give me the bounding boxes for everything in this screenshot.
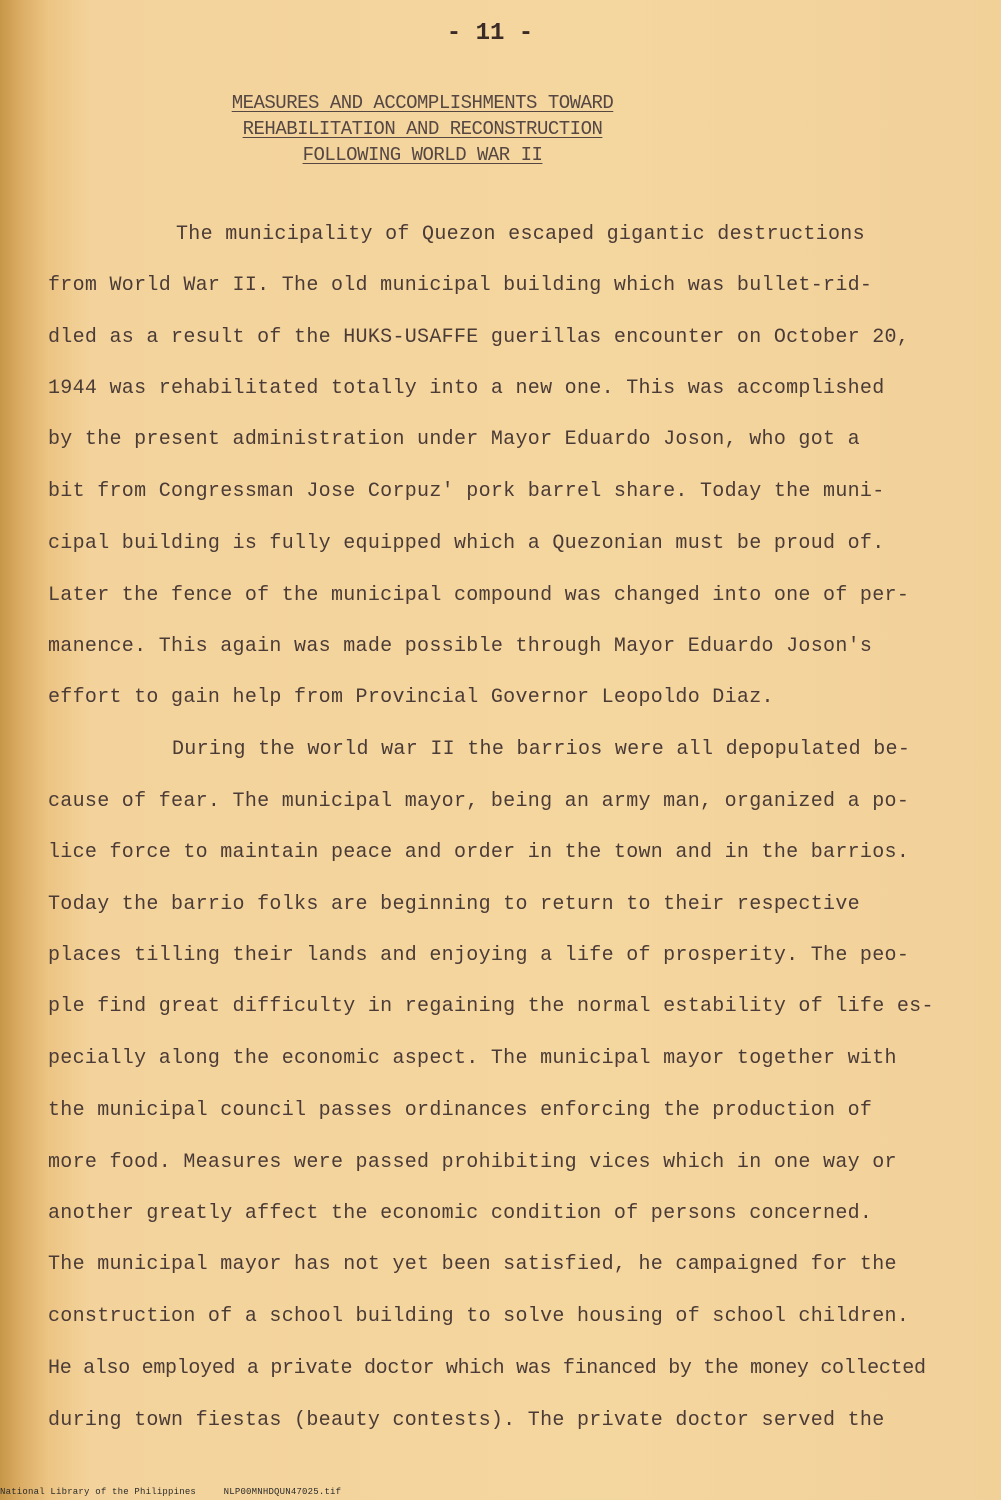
text-line: effort to gain help from Provincial Governor Leopoldo Diaz. [48,686,774,709]
text-line: During the world war II the barrios were all depopulated be- [172,738,911,761]
text-line: more food. Measures were passed prohibiting vices which in one way or [48,1151,897,1174]
text-line: Today the barrio folks are beginning to return to their respective [48,893,860,916]
text-line: from World War II. The old municipal building which was bullet-rid- [48,274,873,297]
text-line: construction of a school building to solve housing of school children. [48,1305,910,1328]
text-line: He also employed a private doctor which was financed by the money collected [48,1357,926,1380]
text-line: cause of fear. The municipal mayor, being an army man, organized a po- [48,790,910,813]
text-line: pecially along the economic aspect. The municipal mayor together with [48,1047,897,1070]
heading-line-2: REHABILITATION AND RECONSTRUCTION [242,118,603,140]
text-line: ple find great difficulty in regaining the normal estability of life es- [48,995,934,1018]
text-line: places tilling their lands and enjoying a life of prosperity. The peo- [48,944,910,967]
text-line: manence. This again was made possible through Mayor Eduardo Joson's [48,635,873,658]
text-line: bit from Congressman Jose Corpuz' pork barrel share. Today the muni- [48,480,885,503]
heading-line-3: FOLLOWING WORLD WAR II [302,144,543,166]
heading-line-1: MEASURES AND ACCOMPLISHMENTS TOWARD [231,92,614,114]
footer-library: National Library of the Philippines [0,1487,197,1497]
text-line: by the present administration under Mayor Eduardo Joson, who got a [48,428,860,451]
scan-footer [0,1487,363,1497]
page-number: - 11 - [446,20,534,47]
text-line: The municipal mayor has not yet been satisfied, he campaigned for the [48,1253,897,1276]
text-line: the municipal council passes ordinances enforcing the production of [48,1099,873,1122]
text-line: 1944 was rehabilitated totally into a new one. This was accomplished [48,377,885,400]
footer-filename: NLP00MNHDQUN47025.tif [223,1487,342,1497]
text-line: Later the fence of the municipal compound was changed into one of per- [48,584,910,607]
text-line: during town fiestas (beauty contests). The private doctor served the [48,1409,885,1432]
text-line: lice force to maintain peace and order in the town and in the barrios. [48,841,910,864]
text-line: The municipality of Quezon escaped gigantic destructions [176,223,865,246]
text-line: dled as a result of the HUKS-USAFFE guerillas encounter on October 20, [48,326,910,349]
text-line: cipal building is fully equipped which a Quezonian must be proud of. [48,532,885,555]
text-line: another greatly affect the economic condition of persons concerned. [48,1202,873,1225]
